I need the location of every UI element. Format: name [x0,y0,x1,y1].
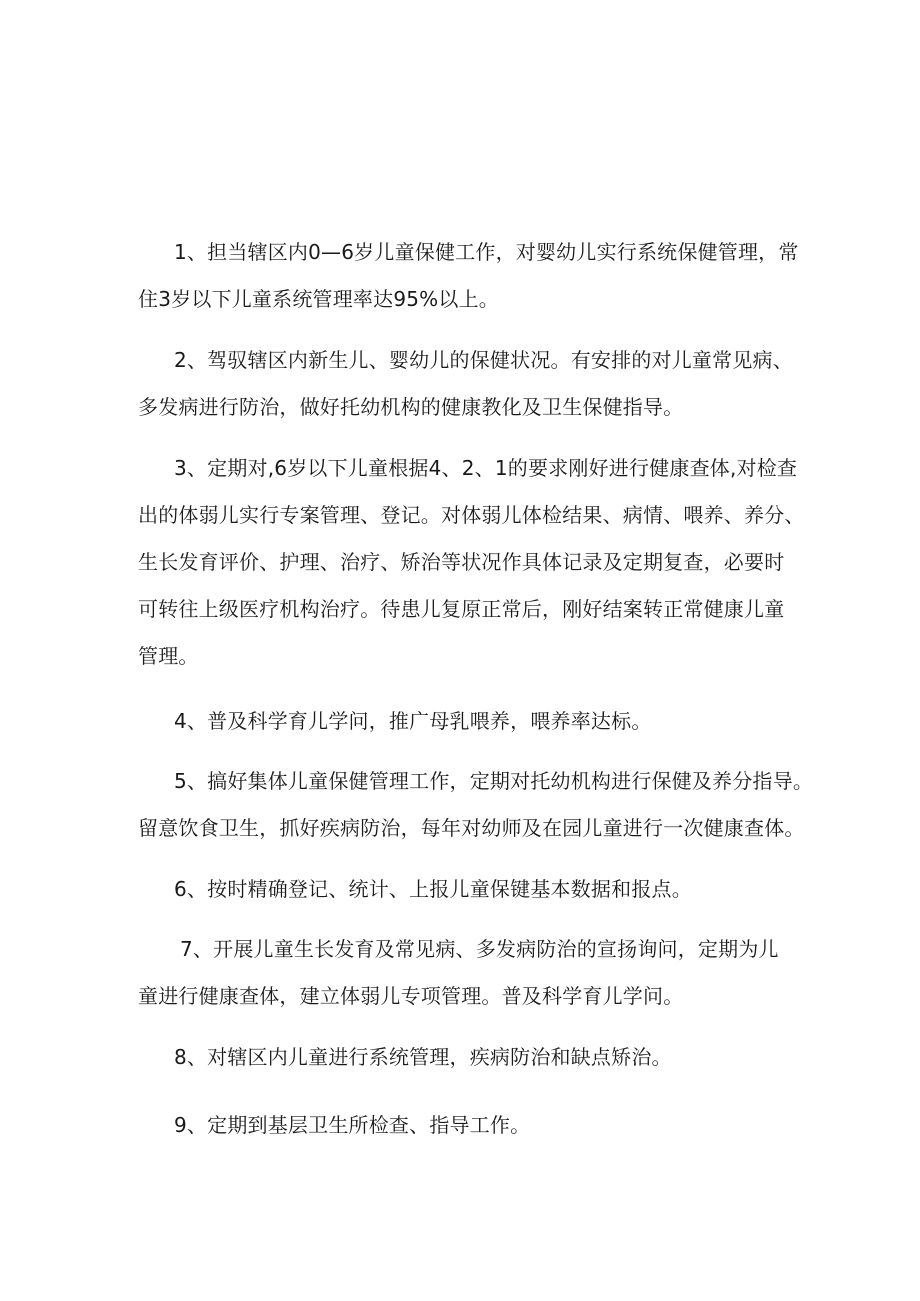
paragraph-8 [138,1034,798,1081]
paragraph-line: 8、对辖区内儿童进行系统管理，疾病防治和缺点矫治。 [174,1045,672,1069]
paragraph-line: 5、搞好集体儿童保健管理工作，定期对托幼机构进行保健及养分指导。 [174,769,814,793]
paragraph-line: 多发病进行防治，做好托幼机构的健康教化及卫生保健指导。 [138,395,684,419]
paragraph-line: 4、普及科学育儿学问，推广母乳喂养，喂养率达标。 [174,709,652,733]
paragraph-6 [138,866,798,913]
paragraph-line: 生长发育评价、护理、治疗、矫治等状况作具体记录及定期复查，必要时 [138,550,785,574]
paragraph-3 [138,445,805,680]
paragraph-line: 出的体弱儿实行专案管理、登记。对体弱儿体检结果、病情、喂养、养分、 [138,503,805,527]
paragraph-line: 9、定期到基层卫生所检查、指导工作。 [174,1113,531,1137]
paragraph-2 [138,337,798,431]
paragraph-line: 2、驾驭辖区内新生儿、婴幼儿的保健状况。有安排的对儿童常见病、 [174,348,793,372]
paragraph-line: 3、定期对,6岁以下儿童根据4、2、1的要求刚好进行健康查体,对检查 [174,456,798,480]
paragraph-line: 管理。 [138,644,199,668]
paragraph-1 [138,229,798,323]
paragraph-line: 7、开展儿童生长发育及常见病、多发病防治的宣扬询问，定期为儿 [180,937,779,961]
paragraph-5 [138,758,814,852]
paragraph-line: 住3岁以下儿童系统管理率达95%以上。 [138,287,499,311]
paragraph-line: 可转往上级医疗机构治疗。待患儿复原正常后，刚好结案转正常健康儿童 [138,597,785,621]
paragraph-line: 1、担当辖区内0—6岁儿童保健工作，对婴幼儿实行系统保健管理，常 [174,240,799,264]
paragraph-line: 童进行健康查体，建立体弱儿专项管理。普及科学育儿学问。 [138,984,684,1008]
paragraph-7 [138,926,798,1020]
paragraph-4 [138,698,798,745]
paragraph-line: 6、按时精确登记、统计、上报儿童保键基本数据和报点。 [174,877,692,901]
paragraph-line: 留意饮食卫生，抓好疾病防治，每年对幼师及在园儿童进行一次健康查体。 [138,816,805,840]
paragraph-9 [138,1102,798,1149]
